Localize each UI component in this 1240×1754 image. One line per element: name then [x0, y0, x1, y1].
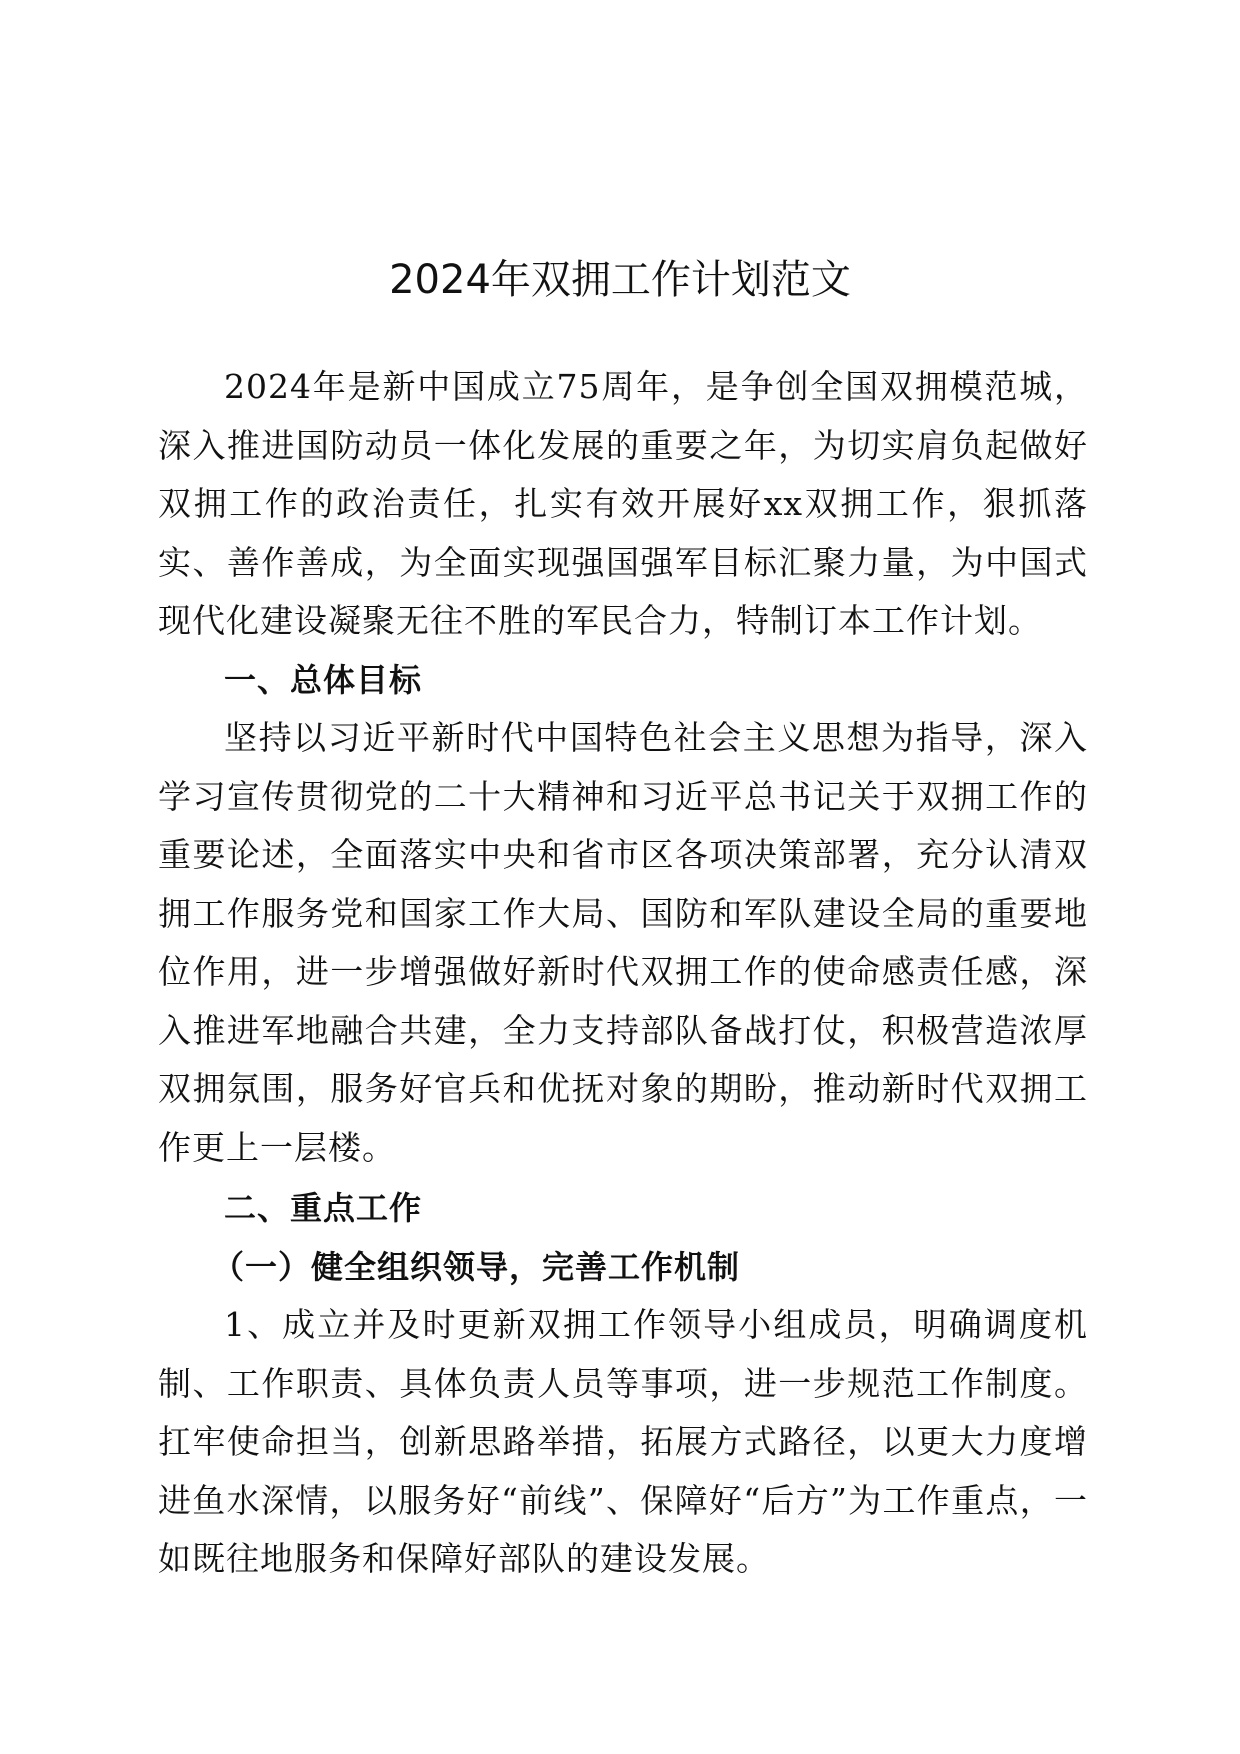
section-heading-overall-goal: 一、总体目标 — [224, 660, 423, 699]
item-1-paragraph: 1、成立并及时更新双拥工作领导小组成员，明确调度机制、工作职责、具体负责人员等事项，进一步规范工作制度。扛牢使命担当，创新思路举措，拓展方式路径，以更大力度增进鱼水深情，以服务好“前线”、保障好“后方”为工作重点，一如既往地服务和保障好部队的建设发展。 — [158, 1305, 1088, 1578]
subsection-heading-organization: （一）健全组织领导，完善工作机制 — [212, 1247, 741, 1286]
section-heading-key-work: 二、重点工作 — [224, 1189, 423, 1227]
document-title: 2024年双拥工作计划范文 — [389, 257, 851, 303]
document-body — [158, 358, 1088, 1589]
overall-goal-paragraph: 坚持以习近平新时代中国特色社会主义思想为指导，深入学习宣传贯彻党的二十大精神和习近平总书记关于双拥工作的重要论述，全面落实中央和省市区各项决策部署，充分认清双拥工作服务党和国家工作大局、国防和军队建设全局的重要地位作用，进一步增强做好新时代双拥工作的使命感责任感，深入推进军地融合共建，全力支持部队备战打仗，积极营造浓厚双拥氛围，服务好官兵和优抚对象的期盼，推动新时代双拥工作更上一层楼。 — [158, 718, 1088, 1167]
intro-paragraph: 2024年是新中国成立75周年，是争创全国双拥模范城，深入推进国防动员一体化发展的重要之年，为切实肩负起做好双拥工作的政治责任，扎实有效开展好xx双拥工作，狠抓落实、善作善成，为全面实现强国强军目标汇聚力量，为中国式现代化建设凝聚无往不胜的军民合力，特制订本工作计划。 — [158, 367, 1088, 640]
